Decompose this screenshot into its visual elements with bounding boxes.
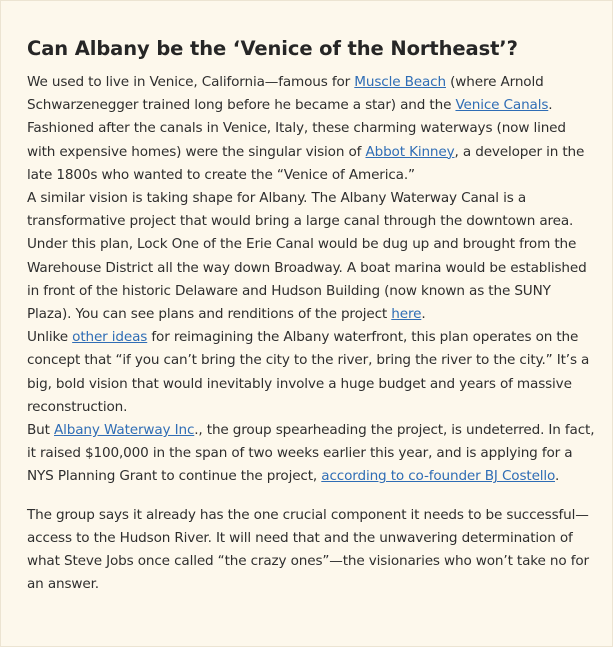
other-ideas-link[interactable]: other ideas	[72, 329, 148, 346]
paragraph-text: A similar vision is taking shape for Albany. The Albany Waterway Canal is a transformative project that would bring a large canal through the downtown area. Under this plan, Lock One of the Erie Canal would be dug up and brought from the Warehouse District all the way down Broadway. A boat marina would be established in front of the historic Delaware and Hudson Building (now known as the SUNY Plaza). You can see plans and renditions of the project	[27, 190, 587, 323]
paragraph-text: (where Arnold Schwarzenegger trained long before he became a star) and the	[27, 74, 544, 114]
paragraph-text: Unlike	[27, 329, 73, 346]
paragraph-text: But	[27, 422, 54, 439]
paragraph-text: .	[554, 468, 560, 485]
paragraph-text: The group says it already has the one crucial component it needs to be successful—access to the Hudson River. It will need that and the unwavering determination of what Steve Jobs once called “the crazy ones”—the visionaries who won’t take no for an answer.	[27, 506, 589, 593]
co-founder-source-link[interactable]: according to co-founder BJ Costello	[321, 468, 555, 485]
paragraph-text: , a developer in the late 1800s who wanted to create the “Venice of America.”	[27, 143, 585, 183]
paragraph-venice	[27, 71, 595, 187]
article-body	[27, 35, 595, 596]
paragraph-text: .	[421, 306, 426, 323]
paragraph-albany-vision	[27, 187, 595, 326]
muscle-beach-link[interactable]: Muscle Beach	[354, 74, 446, 90]
paragraph-funding	[27, 419, 595, 489]
paragraph-text: ., the group spearheading the project, is undeterred. In fact, it raised $100,000 in the span of two weeks earlier this year, and is applying for a NYS Planning Grant to continue the project,	[27, 422, 595, 485]
abbot-kinney-link[interactable]: Abbot Kinney	[365, 143, 455, 160]
paragraph-text: We used to live in Venice, California—famous for	[27, 74, 355, 90]
paragraph-conclusion	[27, 504, 595, 597]
project-plans-link[interactable]: here	[391, 306, 422, 323]
albany-waterway-inc-link[interactable]: Albany Waterway Inc	[54, 422, 195, 439]
paragraph-text: for reimagining the Albany waterfront, this plan operates on the concept that “if you can’t bring the city to the river, bring the river to the city.” It’s a big, bold vision that would inevitably involve a huge budget and years of massive reconstruction.	[27, 329, 590, 415]
paragraph-concept	[27, 326, 595, 419]
venice-canals-link[interactable]: Venice Canals	[455, 97, 549, 114]
article-title: Can Albany be the ‘Venice of the Northeast’?	[27, 37, 518, 60]
paragraph-text: . Fashioned after the canals in Venice, Italy, these charming waterways (now lined with expensive homes) were the singular vision of	[27, 97, 566, 160]
